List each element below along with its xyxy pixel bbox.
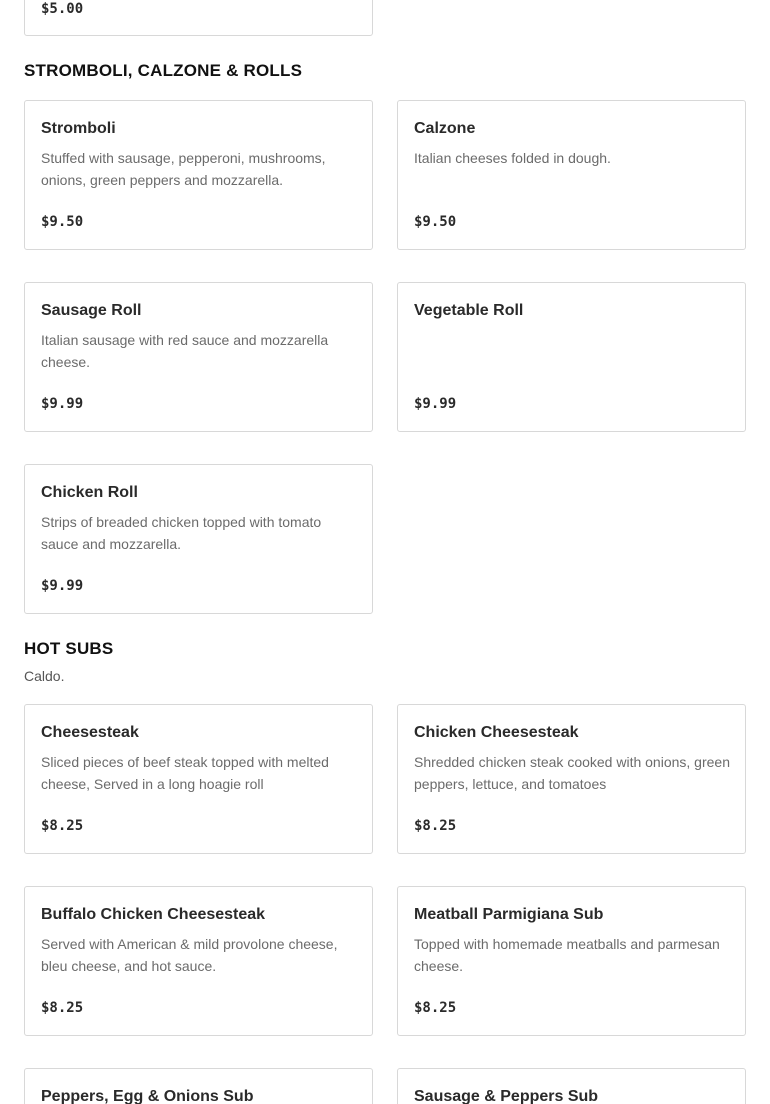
menu-item-description: Topped with homemade meatballs and parmesan cheese.: [414, 936, 720, 974]
menu-item-price: $8.25: [414, 818, 457, 834]
menu-item-name: Sausage Roll: [41, 302, 142, 319]
menu-item-card[interactable]: [397, 282, 746, 432]
menu-item-description: Strips of breaded chicken topped with tomato sauce and mozzarella.: [41, 514, 322, 552]
menu-item-card[interactable]: [24, 464, 373, 614]
menu-item-name: Meatball Parmigiana Sub: [414, 906, 604, 923]
menu-item-name: Chicken Cheesesteak: [414, 724, 579, 741]
menu-item-card[interactable]: [24, 704, 373, 854]
menu-item-price: $9.99: [41, 578, 84, 594]
menu-item-name: Stromboli: [41, 120, 116, 137]
menu-item-name: Sausage & Peppers Sub: [414, 1088, 599, 1104]
menu-item-name: Calzone: [414, 120, 476, 137]
menu-item-description: Italian cheeses folded in dough.: [414, 150, 611, 166]
menu-item-card[interactable]: [24, 0, 373, 36]
menu-item-description: Stuffed with sausage, pepperoni, mushrooms, onions, green peppers and mozzarella.: [41, 150, 326, 188]
menu-item-name: Buffalo Chicken Cheesesteak: [41, 906, 266, 923]
menu-item-name: Cheesesteak: [41, 724, 139, 741]
menu-item-price: $8.25: [414, 1000, 457, 1016]
section-title: HOT SUBS: [24, 639, 114, 658]
section-description: Caldo.: [24, 668, 65, 684]
menu-item-name: Vegetable Roll: [414, 302, 524, 319]
menu-item-card[interactable]: [397, 704, 746, 854]
menu-item-price: $8.25: [41, 1000, 84, 1016]
menu-item-card[interactable]: [24, 886, 373, 1036]
menu-item-card[interactable]: [397, 100, 746, 250]
menu-item-price: $5.00: [41, 1, 84, 17]
menu-item-price: $9.50: [41, 214, 84, 230]
menu-item-card[interactable]: [24, 282, 373, 432]
menu-item-card[interactable]: [397, 886, 746, 1036]
menu-item-card[interactable]: [397, 1068, 746, 1104]
menu-item-card[interactable]: [24, 100, 373, 250]
menu-item-price: $8.25: [41, 818, 84, 834]
menu-item-card[interactable]: [24, 1068, 373, 1104]
menu-item-description: Sliced pieces of beef steak topped with melted cheese, Served in a long hoagie roll: [41, 754, 329, 792]
menu-item-name: Peppers, Egg & Onions Sub: [41, 1088, 254, 1104]
menu-item-price: $9.99: [41, 396, 84, 412]
menu-item-description: Italian sausage with red sauce and mozzarella cheese.: [41, 332, 329, 370]
section-title: STROMBOLI, CALZONE & ROLLS: [24, 61, 303, 80]
menu-item-name: Chicken Roll: [41, 484, 138, 501]
menu-item-description: Served with American & mild provolone cheese, bleu cheese, and hot sauce.: [41, 936, 338, 974]
menu-item-price: $9.50: [414, 214, 457, 230]
menu-item-description: Shredded chicken steak cooked with onions, green peppers, lettuce, and tomatoes: [414, 754, 730, 792]
menu-item-price: $9.99: [414, 396, 457, 412]
